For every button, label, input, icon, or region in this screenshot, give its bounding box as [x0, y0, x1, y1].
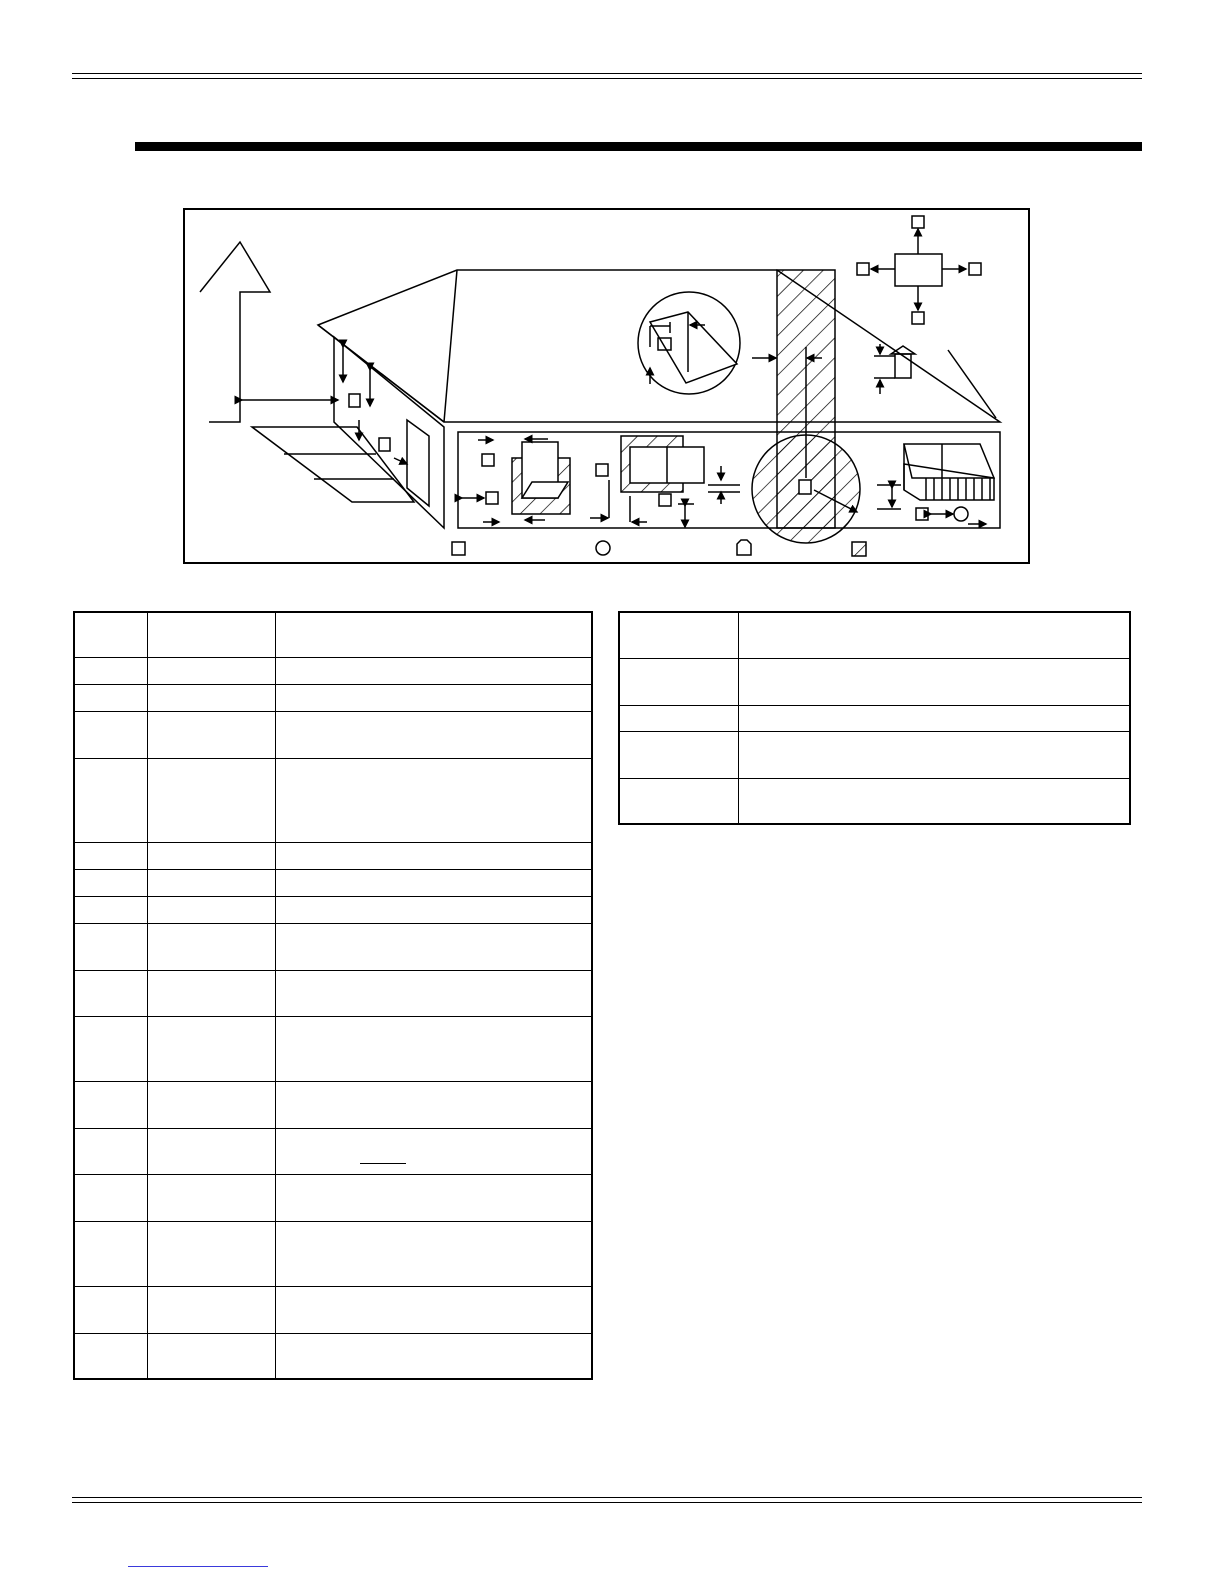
deck-balusters	[926, 478, 990, 500]
table-row	[74, 1016, 592, 1081]
table-row	[619, 705, 1130, 731]
table-row	[74, 1128, 592, 1174]
table-row	[619, 658, 1130, 705]
table-row	[74, 684, 592, 711]
legend-square-symbol	[452, 542, 465, 555]
table-row	[74, 1333, 592, 1379]
footer-rule-top	[72, 1497, 1142, 1498]
marker-square	[969, 263, 981, 275]
table-row	[74, 1286, 592, 1333]
table-row	[74, 970, 592, 1016]
table-row	[74, 1174, 592, 1221]
deck-top	[904, 444, 994, 478]
marker-circle	[954, 507, 968, 521]
table-row	[74, 1221, 592, 1286]
house-illustration	[185, 210, 1032, 566]
legend-notched-symbol	[737, 540, 751, 555]
table-row	[619, 731, 1130, 778]
marker-square	[912, 216, 924, 228]
table-row	[74, 869, 592, 896]
table-row	[619, 778, 1130, 824]
side-window	[349, 394, 360, 407]
table-row	[74, 1081, 592, 1128]
marker-square	[486, 492, 498, 504]
footer-link-underline[interactable]	[128, 1566, 268, 1567]
table-row	[74, 711, 592, 758]
side-door	[407, 420, 429, 506]
table-row	[74, 923, 592, 970]
marker-square	[916, 508, 928, 520]
meter-marker	[799, 480, 811, 494]
direction-key-box	[895, 254, 942, 286]
marker-square	[596, 464, 608, 476]
marker-square	[912, 312, 924, 324]
marker-square	[482, 454, 494, 466]
deck-railing	[904, 464, 994, 500]
table-header-row	[74, 612, 592, 657]
table-row	[74, 842, 592, 869]
section-title-bar	[135, 142, 1142, 151]
header-rule-bottom	[72, 78, 1142, 79]
legend-circle-symbol	[596, 541, 610, 555]
legend-hatched-symbol	[852, 542, 866, 556]
header-rule-top	[72, 73, 1142, 74]
table-row	[74, 657, 592, 684]
neighbor-building	[200, 242, 270, 422]
table-row	[74, 896, 592, 923]
house-side-wall	[334, 337, 444, 528]
left-clearance-table	[73, 611, 593, 1380]
roof-vent	[895, 354, 911, 378]
right-clearance-table	[618, 611, 1131, 825]
footer-rule-bottom	[72, 1502, 1142, 1503]
clearance-diagram	[183, 208, 1030, 564]
side-window-lower	[379, 438, 390, 451]
table-row	[74, 758, 592, 842]
marker-square	[659, 494, 671, 506]
fraction-bar	[360, 1163, 406, 1164]
table-header-row	[619, 612, 1130, 658]
marker-square	[857, 263, 869, 275]
